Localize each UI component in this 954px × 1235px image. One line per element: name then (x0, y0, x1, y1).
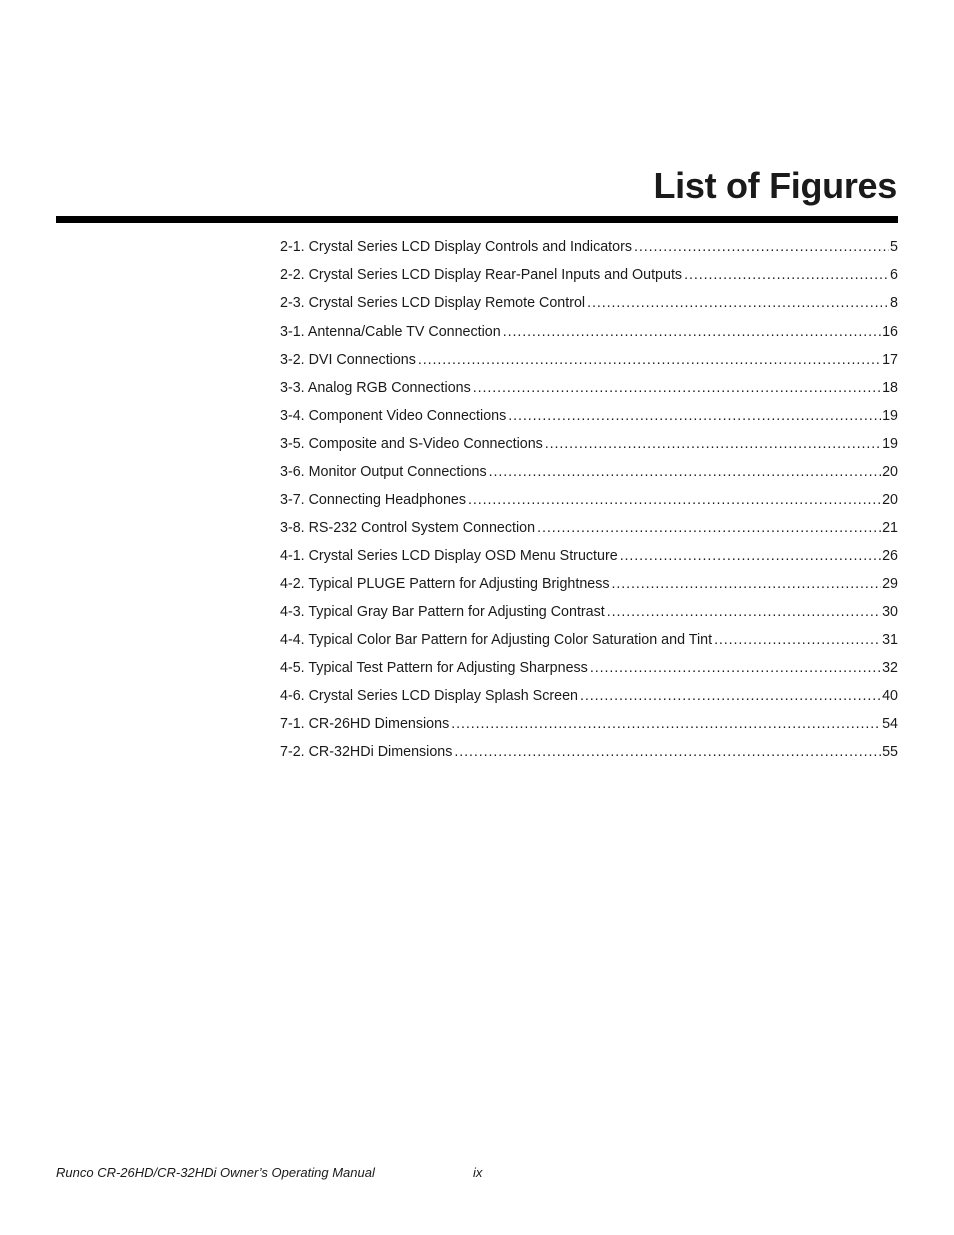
dot-leader (620, 546, 881, 566)
figure-label: 3-7. Connecting Headphones (280, 492, 466, 508)
figure-label: 3-8. RS-232 Control System Connection (280, 520, 536, 536)
figure-label: 7-1. CR-26HD Dimensions (280, 716, 450, 732)
figure-entry[interactable] (280, 406, 898, 434)
figure-page-number: 19 (882, 408, 898, 424)
figure-entry[interactable] (280, 714, 898, 742)
figure-entry[interactable] (280, 490, 898, 518)
figure-page-number: 17 (882, 352, 898, 368)
figure-label: 3-1. Antenna/Cable TV Connection (280, 324, 501, 340)
figure-entry[interactable] (280, 434, 898, 462)
figure-entry[interactable] (280, 630, 898, 658)
figure-label: 3-3. Analog RGB Connections (280, 380, 471, 396)
dot-leader (537, 518, 881, 538)
figure-label: 3-5. Composite and S-Video Connections (280, 436, 543, 452)
title-rule (56, 216, 898, 223)
figure-page-number: 18 (882, 380, 898, 396)
dot-leader (473, 378, 881, 398)
figure-entry[interactable] (280, 546, 898, 574)
dot-leader (451, 714, 881, 734)
figure-page-number: 20 (882, 492, 898, 508)
figure-page-number: 21 (882, 520, 898, 536)
figure-list (280, 237, 898, 770)
figure-page-number: 30 (882, 604, 898, 620)
dot-leader (489, 462, 881, 482)
dot-leader (580, 686, 881, 706)
figure-label: 3-2. DVI Connections (280, 352, 416, 368)
dot-leader (634, 237, 889, 257)
figure-entry[interactable] (280, 574, 898, 602)
figure-label: 4-3. Typical Gray Bar Pattern for Adjusting Contrast (280, 604, 605, 620)
dot-leader (684, 265, 889, 285)
figure-label: 7-2. CR-32HDi Dimensions (280, 744, 453, 760)
figure-page-number: 6 (890, 267, 898, 283)
footer-page-number: ix (473, 1165, 483, 1180)
figure-label: 4-2. Typical PLUGE Pattern for Adjusting Brightness (280, 576, 610, 592)
page-title: List of Figures (653, 165, 897, 206)
figure-entry[interactable] (280, 265, 898, 293)
footer-manual-title: Runco CR-26HD/CR-32HDi Owner’s Operating Manual (56, 1165, 375, 1180)
figure-page-number: 20 (882, 464, 898, 480)
figure-entry[interactable] (280, 322, 898, 350)
figure-entry[interactable] (280, 602, 898, 630)
figure-page-number: 8 (890, 295, 898, 311)
dot-leader (587, 293, 889, 313)
figure-label: 3-6. Monitor Output Connections (280, 464, 487, 480)
figure-page-number: 29 (882, 576, 898, 592)
figure-page-number: 40 (882, 688, 898, 704)
dot-leader (503, 322, 881, 342)
figure-label: 2-2. Crystal Series LCD Display Rear-Panel Inputs and Outputs (280, 267, 683, 283)
figure-label: 4-6. Crystal Series LCD Display Splash Screen (280, 688, 578, 704)
figure-entry[interactable] (280, 350, 898, 378)
figure-entry[interactable] (280, 378, 898, 406)
figure-label: 2-3. Crystal Series LCD Display Remote Control (280, 295, 586, 311)
dot-leader (612, 574, 882, 594)
figure-entry[interactable] (280, 658, 898, 686)
dot-leader (714, 630, 881, 650)
dot-leader (590, 658, 881, 678)
figure-label: 3-4. Component Video Connections (280, 408, 507, 424)
figure-page-number: 54 (882, 716, 898, 732)
figure-page-number: 16 (882, 324, 898, 340)
figure-entry[interactable] (280, 518, 898, 546)
figure-label: 4-5. Typical Test Pattern for Adjusting Sharpness (280, 660, 588, 676)
dot-leader (607, 602, 881, 622)
figure-page-number: 55 (882, 744, 898, 760)
figure-page-number: 26 (882, 548, 898, 564)
dot-leader (418, 350, 881, 370)
figure-page-number: 19 (882, 436, 898, 452)
figure-entry[interactable] (280, 462, 898, 490)
figure-page-number: 5 (890, 239, 898, 255)
figure-entry[interactable] (280, 742, 898, 770)
figure-label: 4-4. Typical Color Bar Pattern for Adjusting Color Saturation and Tint (280, 632, 713, 648)
dot-leader (508, 406, 881, 426)
figure-page-number: 31 (882, 632, 898, 648)
figure-label: 2-1. Crystal Series LCD Display Controls and Indicators (280, 239, 632, 255)
figure-page-number: 32 (882, 660, 898, 676)
figure-entry[interactable] (280, 686, 898, 714)
figure-entry[interactable] (280, 293, 898, 321)
figure-label: 4-1. Crystal Series LCD Display OSD Menu Structure (280, 548, 618, 564)
dot-leader (545, 434, 881, 454)
dot-leader (468, 490, 881, 510)
figure-entry[interactable] (280, 237, 898, 265)
dot-leader (454, 742, 881, 762)
